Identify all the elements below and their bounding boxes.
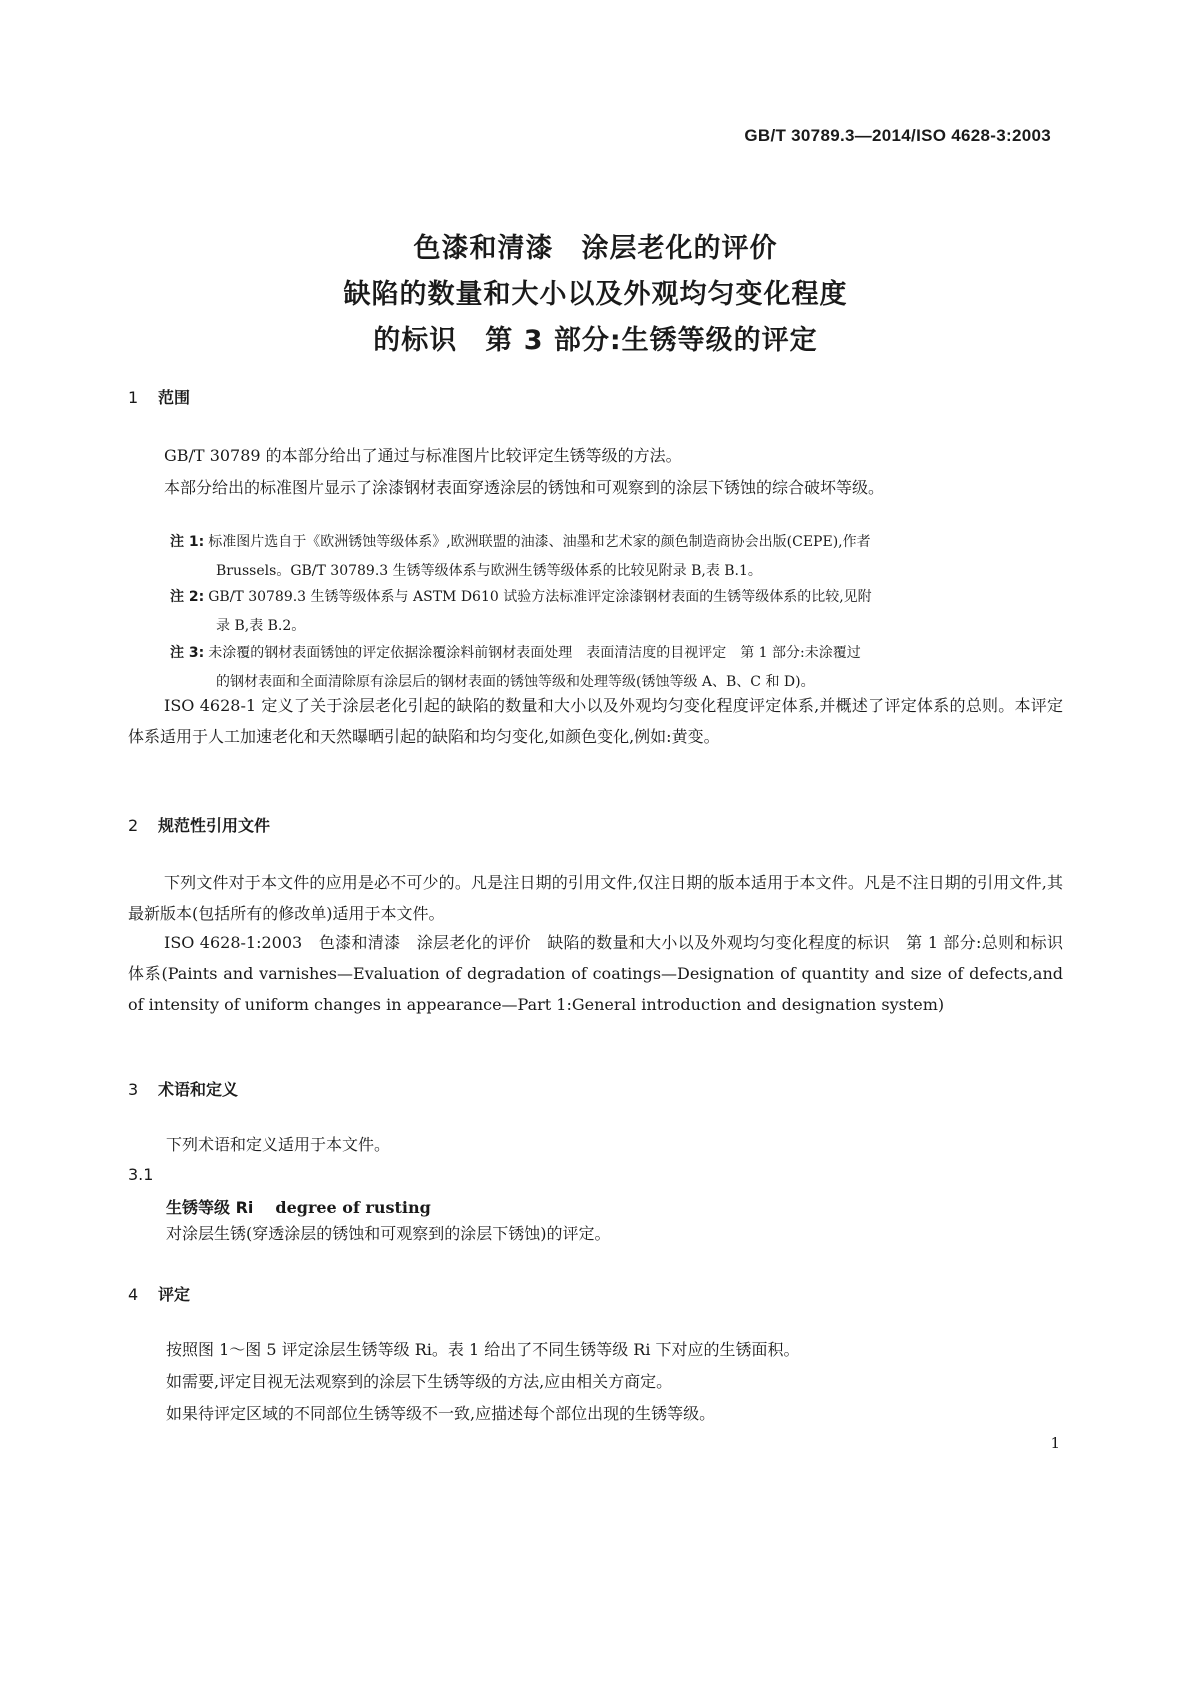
section-number: 4 (128, 1285, 139, 1304)
section-title: 规范性引用文件 (158, 816, 271, 835)
section-4-heading (128, 1282, 190, 1305)
section-title: 术语和定义 (158, 1080, 239, 1099)
note-label: 注 3: (170, 645, 205, 661)
note-text-continued: 的钢材表面和全面清除原有涂层后的钢材表面的锈蚀等级和处理等级(锈蚀等级 A、B、C 和 D)。 (216, 674, 815, 690)
section-4-line-1: 按照图 1～图 5 评定涂层生锈等级 Ri。表 1 给出了不同生锈等级 Ri 下对应的生锈面积。 (166, 1340, 800, 1359)
title-line-1: 色漆和清漆 涂层老化的评价 (413, 233, 778, 264)
note-text: 标准图片选自于《欧洲锈蚀等级体系》,欧洲联盟的油漆、油墨和艺术家的颜色制造商协会出版(CEPE),作者 (208, 534, 871, 550)
term-entry (166, 1195, 431, 1218)
page-number: 1 (1050, 1434, 1060, 1452)
note-label: 注 1: (170, 534, 205, 550)
note-label: 注 2: (170, 589, 205, 605)
section-2-heading (128, 813, 270, 836)
note-2 (170, 583, 1063, 641)
term-number: 3.1 (128, 1165, 154, 1184)
section-4-line-3: 如果待评定区域的不同部位生锈等级不一致,应描述每个部位出现的生锈等级。 (166, 1404, 716, 1423)
note-text-continued: Brussels。GB/T 30789.3 生锈等级体系与欧洲生锈等级体系的比较见附录 B,表 B.1。 (216, 563, 762, 579)
section-2-paragraph-1: 下列文件对于本文件的应用是必不可少的。凡是注日期的引用文件,仅注日期的版本适用于本文件。凡是不注日期的引用文件,其最新版本(包括所有的修改单)适用于本文件。 (128, 873, 1063, 923)
section-1-paragraph-1: GB/T 30789 的本部分给出了通过与标准图片比较评定生锈等级的方法。 (164, 446, 682, 465)
section-3-intro: 下列术语和定义适用于本文件。 (166, 1135, 391, 1154)
term-definition: 对涂层生锈(穿透涂层的锈蚀和可观察到的涂层下锈蚀)的评定。 (166, 1224, 611, 1243)
term-english: degree of rusting (275, 1198, 431, 1217)
section-1-heading (128, 385, 190, 408)
section-title: 范围 (158, 388, 191, 407)
normative-reference: ISO 4628-1:2003 色漆和清漆 涂层老化的评价 缺陷的数量和大小以及外观均匀变化程度的标识 第 1 部分:总则和标识体系(Paints and varnishes—Evaluation of degradation of coatings—Designation of quantity and size of defects,and of intensity of uniform changes in appearance—Part 1:General introduction and designation system) (128, 933, 1063, 1014)
term-chinese: 生锈等级 Ri (166, 1198, 254, 1217)
section-1-paragraph-3: ISO 4628-1 定义了关于涂层老化引起的缺陷的数量和大小以及外观均匀变化程度评定体系,并概述了评定体系的总则。本评定体系适用于人工加速老化和天然曝晒引起的缺陷和均匀变化,如颜色变化,例如:黄变。 (128, 696, 1063, 746)
note-1 (170, 528, 1063, 586)
note-text: 未涂覆的钢材表面锈蚀的评定依据涂覆涂料前钢材表面处理 表面清洁度的目视评定 第 1 部分:未涂覆过 (208, 645, 861, 661)
section-title: 评定 (158, 1285, 191, 1304)
section-number: 3 (128, 1080, 139, 1099)
note-text: GB/T 30789.3 生锈等级体系与 ASTM D610 试验方法标准评定涂漆钢材表面的生锈等级体系的比较,见附 (208, 589, 872, 605)
note-text-continued: 录 B,表 B.2。 (216, 618, 306, 634)
note-3 (170, 639, 1063, 697)
section-3-heading (128, 1077, 238, 1100)
section-number: 2 (128, 816, 139, 835)
standard-code: GB/T 30789.3—2014/ISO 4628-3:2003 (744, 126, 1051, 145)
document-title (0, 226, 1191, 364)
title-line-2: 缺陷的数量和大小以及外观均匀变化程度 (343, 279, 848, 310)
title-line-3: 的标识 第 3 部分:生锈等级的评定 (373, 325, 818, 356)
section-4-line-2: 如需要,评定目视无法观察到的涂层下生锈等级的方法,应由相关方商定。 (166, 1372, 673, 1391)
section-1-paragraph-2: 本部分给出的标准图片显示了涂漆钢材表面穿透涂层的锈蚀和可观察到的涂层下锈蚀的综合破坏等级。 (164, 478, 885, 497)
section-number: 1 (128, 388, 139, 407)
